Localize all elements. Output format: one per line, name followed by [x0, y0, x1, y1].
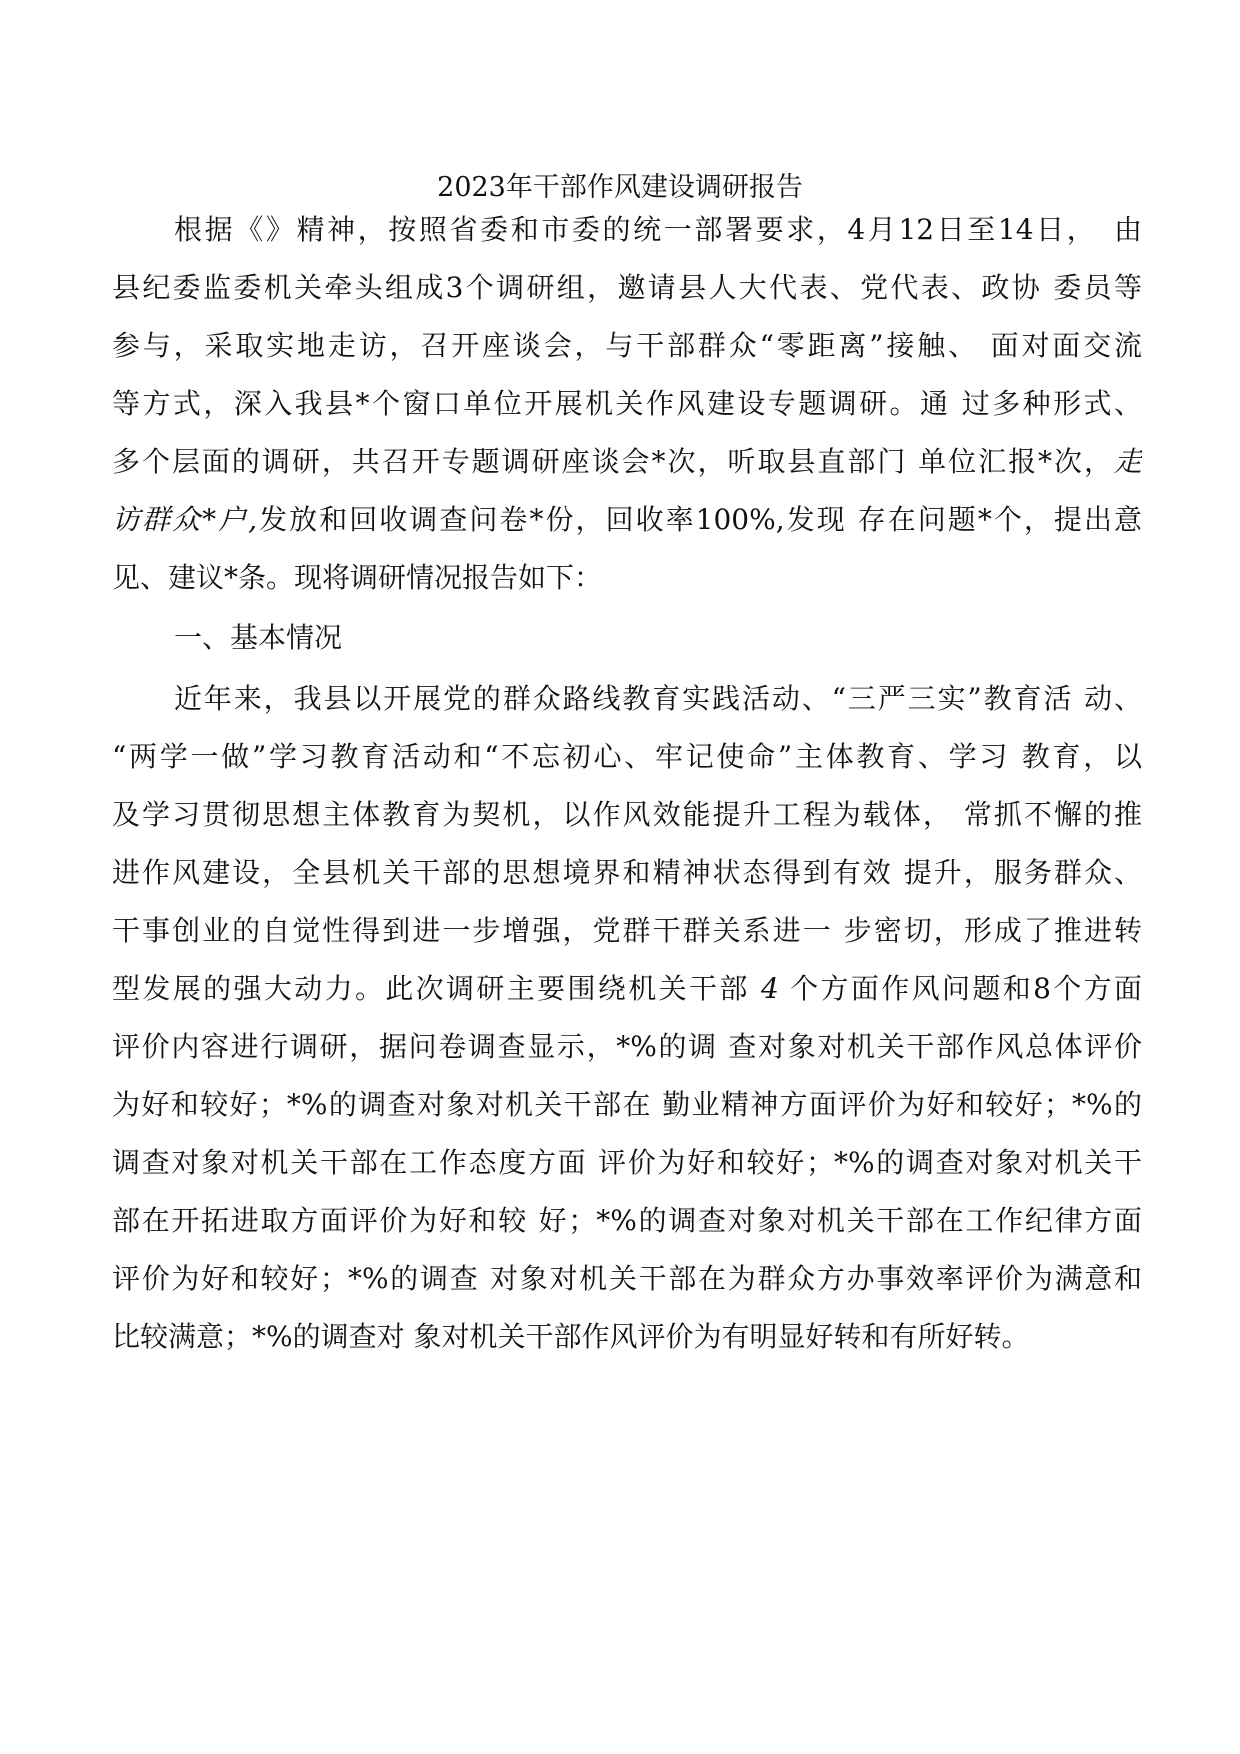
section1-line-9: 调查对象对机关干部在工作态度方面 评价为好和较好；*%的调查对象对机关干 [112, 1146, 1142, 1179]
section1-line-11: 评价为好和较好；*%的调查 对象对机关干部在为群众方办事效率评价为满意和 [112, 1262, 1142, 1295]
section1-line-5: 干事创业的自觉性得到进一步增强，党群干群关系进一 步密切，形成了推进转 [112, 914, 1142, 947]
intro-line-5-text: 多个层面的调研，共召开专题调研座谈会*次，听取县直部门 单位汇报*次， [112, 445, 1114, 478]
intro-line-5 [112, 441, 1142, 483]
section1-line-4: 进作风建设，全县机关干部的思想境界和精神状态得到有效 提升，服务群众、 [112, 856, 1142, 889]
section1-line-8: 为好和较好；*%的调查对象对机关干部在 勤业精神方面评价为好和较好；*%的 [112, 1088, 1142, 1121]
section1-line-10: 部在开拓进取方面评价为好和较 好；*%的调查对象对机关干部在工作纪律方面 [112, 1204, 1142, 1237]
section1-line-6-tail: 个方面作风问题和8个方面 [790, 972, 1142, 1005]
intro-line-4: 等方式，深入我县*个窗口单位开展机关作风建设专题调研。通 过多种形式、 [112, 387, 1142, 420]
intro-line-6-text: 发放和回收调查问卷*份，回收率100%,发现 存在问题*个，提出意 [257, 503, 1142, 536]
section1-line-12: 比较满意；*%的调查对 象对机关干部作风评价为有明显好转和有所好转。 [112, 1320, 1030, 1353]
section1-line-6-head: 型发展的强大动力。此次调研主要围绕机关干部 [112, 972, 750, 1005]
intro-line-7: 见、建议*条。现将调研情况报告如下： [112, 561, 603, 594]
section1-line-6 [112, 968, 1142, 1010]
intro-line-3: 参与，采取实地走访，召开座谈会，与干部群众“零距离”接触、 面对面交流 [112, 329, 1142, 362]
section1-line-6-italic: 4 [761, 972, 779, 1005]
intro-line-6 [112, 499, 1142, 541]
section1-line-1: 近年来，我县以开展党的群众路线教育实践活动、“三严三实”教育活 动、 [174, 682, 1142, 715]
section1-line-7: 评价内容进行调研，据问卷调查显示，*%的调 查对象对机关干部作风总体评价 [112, 1030, 1142, 1063]
section1-line-2: “两学一做”学习教育活动和“不忘初心、牢记使命”主体教育、学习 教育，以 [112, 740, 1142, 773]
section1-line-3: 及学习贯彻思想主体教育为契机，以作风效能提升工程为载体， 常抓不懈的推 [112, 798, 1142, 831]
document-title: 2023年干部作风建设调研报告 [437, 172, 803, 203]
section-heading: 一、基本情况 [174, 621, 343, 654]
intro-line-1: 根据《》精神，按照省委和市委的统一部署要求，4月12日至14日， 由 [174, 213, 1142, 246]
intro-line-6-italic: 访群众*户, [112, 503, 258, 536]
intro-line-5-italic: 走 [1113, 445, 1142, 478]
intro-line-2: 县纪委监委机关牵头组成3个调研组，邀请县人大代表、党代表、政协 委员等 [112, 271, 1142, 304]
